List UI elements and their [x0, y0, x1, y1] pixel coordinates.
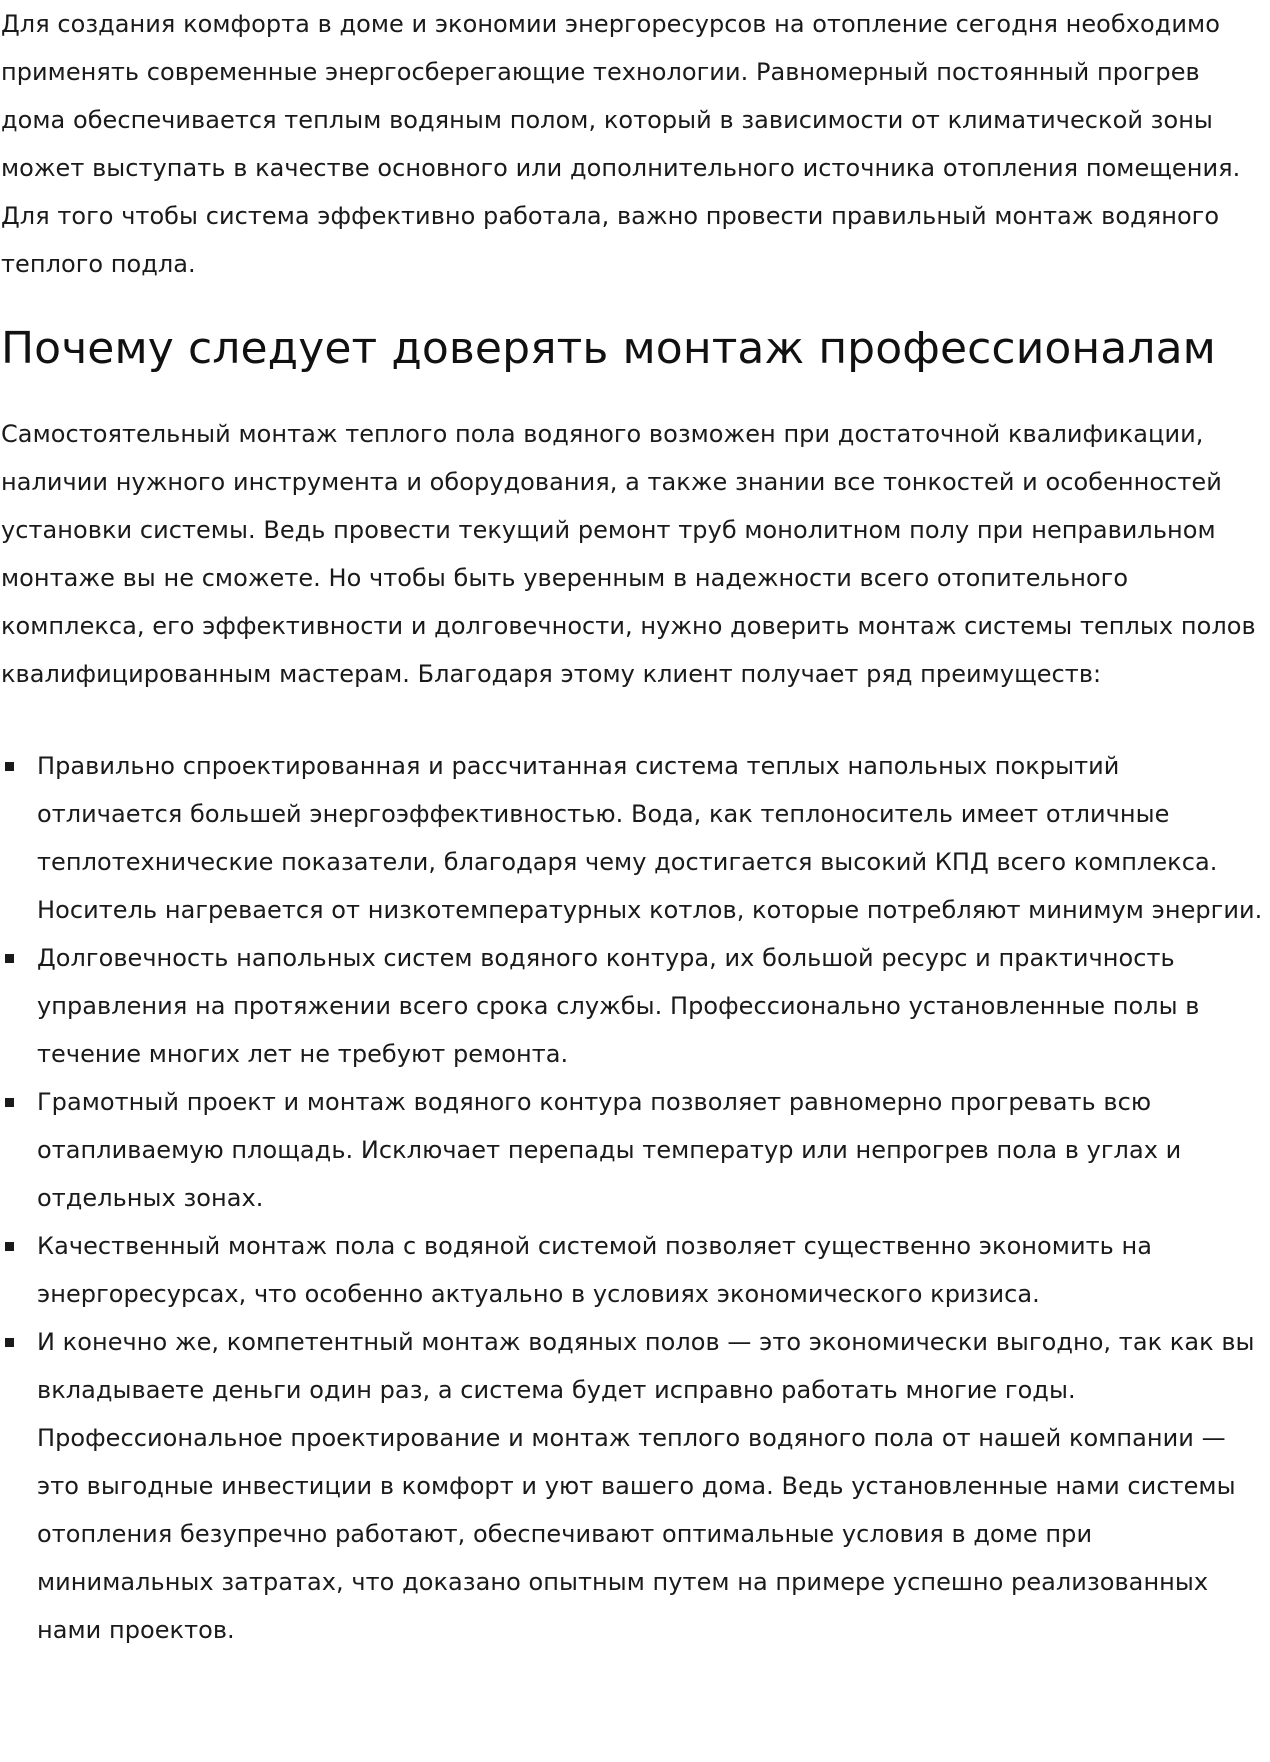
- list-item: [1, 742, 1270, 934]
- intro-paragraph: Для создания комфорта в доме и экономии энергоресурсов на отопление сегодня необходимо применять современные энергосберегающие технологии. Равномерный постоянный прогрев дома обеспечивается теплым водяным полом, который в зависимости от климатической зоны может выступать в качестве основного или дополнительного источника отопления помещения. Для того чтобы система эффективно работала, важно провести правильный монтаж водяного теплого подла.: [1, 10, 1241, 278]
- list-item-text: Правильно спроектированная и рассчитанная система теплых напольных покрытий отличается большей энергоэффективностью. Вода, как теплоноситель имеет отличные теплотехнические показатели, благодаря чему достигается высокий КПД всего комплекса. Носитель нагревается от низкотемпературных котлов, которые потребляют минимум энергии.: [37, 752, 1263, 924]
- section-heading: Почему следует доверять монтаж профессионалам: [1, 323, 1216, 374]
- square-bullet-icon: [5, 1098, 14, 1107]
- list-item-text: Грамотный проект и монтаж водяного контура позволяет равномерно прогревать всю отапливаемую площадь. Исключает перепады температур или непрогрев пола в углах и отдельных зонах.: [37, 1088, 1182, 1212]
- list-item-text: Качественный монтаж пола с водяной системой позволяет существенно экономить на энергоресурсах, что особенно актуально в условиях экономического кризиса.: [37, 1232, 1152, 1308]
- list-item-text: И конечно же, компетентный монтаж водяных полов — это экономически выгодно, так как вы вкладываете деньги один раз, а система будет исправно работать многие годы. Профессиональное проектирование и монтаж теплого водяного пола от нашей компании — это выгодные инвестиции в комфорт и уют вашего дома. Ведь установленные нами системы отопления безупречно работают, обеспечивают оптимальные условия в доме при минимальных затратах, что доказано опытным путем на примере успешно реализованных нами проектов.: [37, 1328, 1255, 1644]
- list-item: [1, 934, 1270, 1078]
- body-paragraph: Самостоятельный монтаж теплого пола водяного возможен при достаточной квалификации, наличии нужного инструмента и оборудования, а также знании все тонкостей и особенностей установки системы. Ведь провести текущий ремонт труб монолитном полу при неправильном монтаже вы не сможете. Но чтобы быть уверенным в надежности всего отопительного комплекса, его эффективности и долговечности, нужно доверить монтаж системы теплых полов квалифицированным мастерам. Благодаря этому клиент получает ряд преимуществ:: [1, 420, 1256, 688]
- list-item-text: Долговечность напольных систем водяного контура, их большой ресурс и практичность управления на протяжении всего срока службы. Профессионально установленные полы в течение многих лет не требуют ремонта.: [37, 944, 1200, 1068]
- list-item: [1, 1318, 1270, 1654]
- benefits-list: [1, 742, 1270, 1654]
- square-bullet-icon: [5, 954, 14, 963]
- list-item: [1, 1222, 1270, 1318]
- square-bullet-icon: [5, 1242, 14, 1251]
- square-bullet-icon: [5, 1338, 14, 1347]
- list-item: [1, 1078, 1270, 1222]
- square-bullet-icon: [5, 762, 14, 771]
